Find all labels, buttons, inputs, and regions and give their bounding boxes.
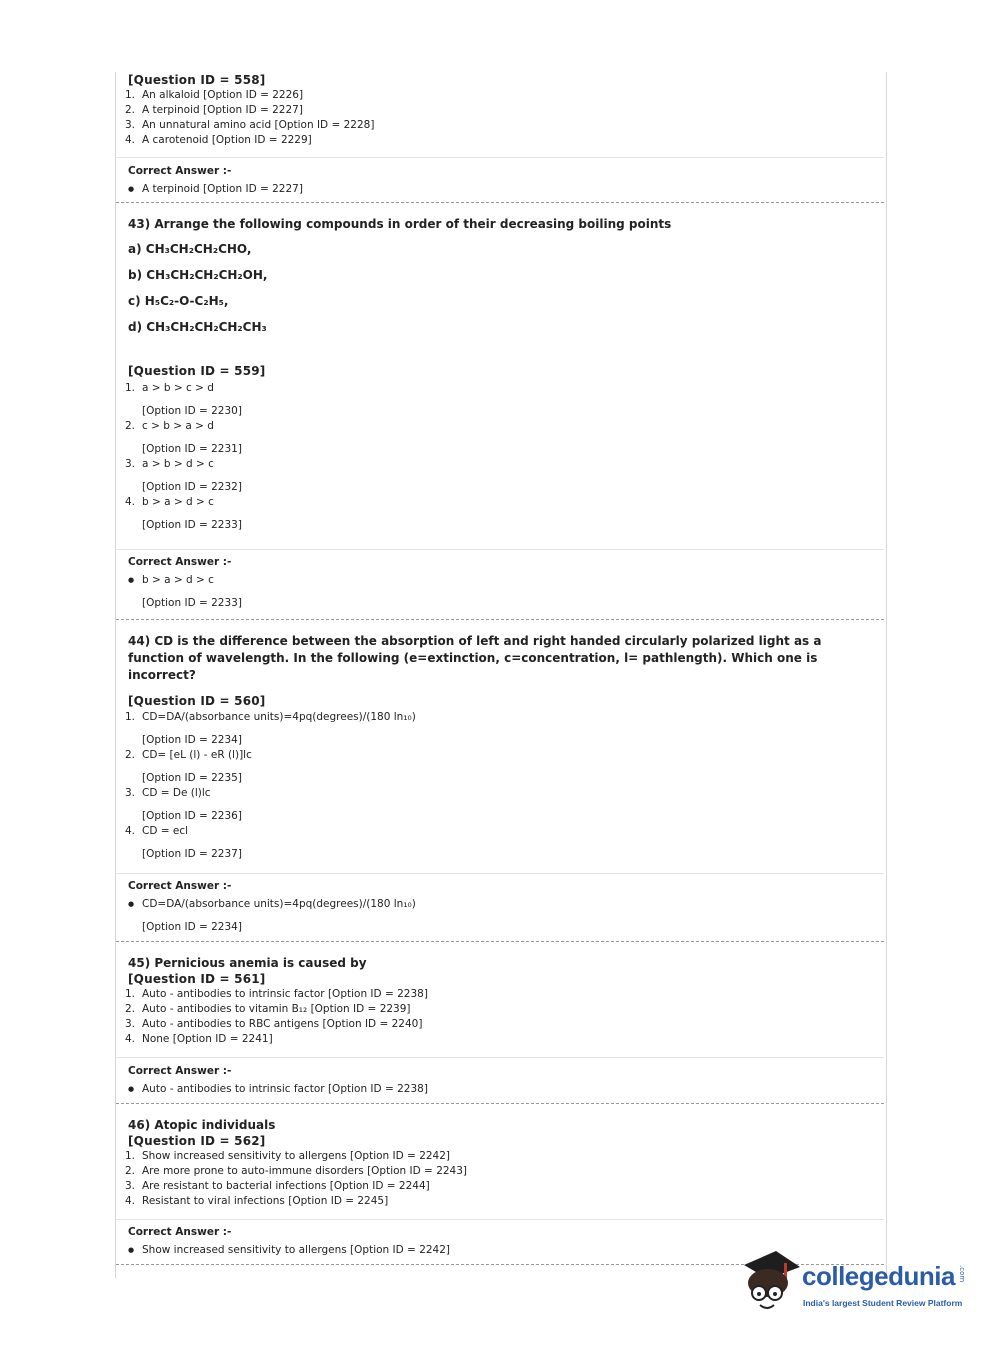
question-id: [Question ID = 559]: [128, 364, 266, 378]
option: 1. CD=DA/(absorbance units)=4pq(degrees)/(180 ln₁₀) [Option ID = 2234]: [125, 711, 416, 746]
logo-suffix: .com: [958, 1265, 966, 1283]
question-title: 45) Pernicious anemia is caused by: [128, 956, 367, 970]
option: 4. Resistant to viral infections [Option ID = 2245]: [125, 1195, 389, 1207]
option-list: [125, 88, 375, 148]
question-separator: [116, 1103, 884, 1104]
divider: [116, 1057, 884, 1058]
option: 1. Show increased sensitivity to allergens [Option ID = 2242]: [125, 1150, 451, 1162]
correct-answer-560: [128, 879, 416, 935]
option: 2. c > b > a > d [Option ID = 2231]: [125, 420, 242, 455]
question-id: [Question ID = 562]: [128, 1134, 266, 1148]
option: 4. A carotenoid [Option ID = 2229]: [125, 134, 312, 146]
correct-answer-562: [128, 1225, 450, 1258]
option: 4. None [Option ID = 2241]: [125, 1033, 273, 1045]
compound-item: d) CH₃CH₂CH₂CH₂CH₃: [128, 320, 267, 334]
correct-answer-561: [128, 1064, 428, 1097]
compound-item: a) CH₃CH₂CH₂CHO,: [128, 242, 252, 256]
divider: [116, 1219, 884, 1220]
option: 1. An alkaloid [Option ID = 2226]: [125, 89, 304, 101]
question-title: 44) CD is the difference between the absorption of left and right handed circularly polarized light as a function of wavelength. In the following (e=extinction, c=concentration, l= pathlength). Which one is incorrect?: [128, 634, 822, 682]
correct-answer-558: [128, 164, 303, 197]
option: 4. b > a > d > c [Option ID = 2233]: [125, 496, 242, 531]
logo-wordmark: collegedunia: [802, 1261, 955, 1291]
question-560-options: [125, 694, 416, 862]
question-562: [125, 1117, 468, 1209]
option: 1. Auto - antibodies to intrinsic factor [Option ID = 2238]: [125, 988, 428, 1000]
option: 3. a > b > d > c [Option ID = 2232]: [125, 458, 242, 493]
divider: [116, 549, 884, 550]
logo-tagline: India's largest Student Review Platform: [803, 1298, 963, 1308]
correct-answer-559: [128, 555, 242, 611]
question-separator: [116, 619, 884, 620]
option-list: [125, 987, 428, 1047]
question-separator: [116, 202, 884, 203]
option: 3. Are resistant to bacterial infections [Option ID = 2244]: [125, 1180, 430, 1192]
correct-answer-id: [Option ID = 2233]: [142, 597, 242, 609]
option: 3. CD = De (l)lc [Option ID = 2236]: [125, 787, 242, 822]
question-id: [Question ID = 560]: [128, 694, 266, 708]
question-561: [125, 955, 428, 1047]
correct-answer-label: Correct Answer :-: [128, 880, 232, 892]
option: 2. Are more prone to auto-immune disorders [Option ID = 2243]: [125, 1165, 468, 1177]
option-list: [125, 710, 416, 862]
question-558: [125, 73, 375, 148]
question-559-options: [125, 364, 266, 533]
question-560: [128, 633, 828, 684]
question-559: [128, 216, 868, 340]
mascot-icon: [740, 1245, 802, 1317]
question-separator: [116, 941, 884, 942]
option: 3. Auto - antibodies to RBC antigens [Option ID = 2240]: [125, 1018, 423, 1030]
correct-answer-value: ● b > a > d > c: [128, 573, 242, 588]
option: 3. An unnatural amino acid [Option ID = 2228]: [125, 119, 375, 131]
correct-answer-value: ● Show increased sensitivity to allergens [Option ID = 2242]: [128, 1243, 450, 1258]
divider: [116, 157, 884, 158]
option: 2. Auto - antibodies to vitamin B₁₂ [Option ID = 2239]: [125, 1003, 411, 1015]
option-list: [125, 381, 266, 533]
option-list: [125, 1149, 468, 1209]
compound-item: c) H₅C₂-O-C₂H₅,: [128, 294, 229, 308]
option: 2. A terpinoid [Option ID = 2227]: [125, 104, 303, 116]
correct-answer-label: Correct Answer :-: [128, 556, 232, 568]
correct-answer-value: ● A terpinoid [Option ID = 2227]: [128, 182, 303, 197]
correct-answer-id: [Option ID = 2234]: [142, 921, 242, 933]
question-title: 43) Arrange the following compounds in order of their decreasing boiling points: [128, 217, 672, 231]
question-title: 46) Atopic individuals: [128, 1118, 276, 1132]
question-id: [Question ID = 561]: [128, 972, 266, 986]
collegedunia-logo: [740, 1245, 980, 1325]
option: 1. a > b > c > d [Option ID = 2230]: [125, 382, 242, 417]
divider: [116, 873, 884, 874]
correct-answer-label: Correct Answer :-: [128, 1065, 232, 1077]
compound-item: b) CH₃CH₂CH₂CH₂OH,: [128, 268, 268, 282]
correct-answer-label: Correct Answer :-: [128, 165, 232, 177]
correct-answer-value: ● Auto - antibodies to intrinsic factor [Option ID = 2238]: [128, 1082, 428, 1097]
correct-answer-label: Correct Answer :-: [128, 1226, 232, 1238]
option: 4. CD = ecl [Option ID = 2237]: [125, 825, 242, 860]
option: 2. CD= [eL (l) - eR (l)]lc [Option ID = 2235]: [125, 749, 252, 784]
correct-answer-value: ● CD=DA/(absorbance units)=4pq(degrees)/(180 ln₁₀): [128, 897, 416, 912]
question-id: [Question ID = 558]: [128, 73, 266, 87]
